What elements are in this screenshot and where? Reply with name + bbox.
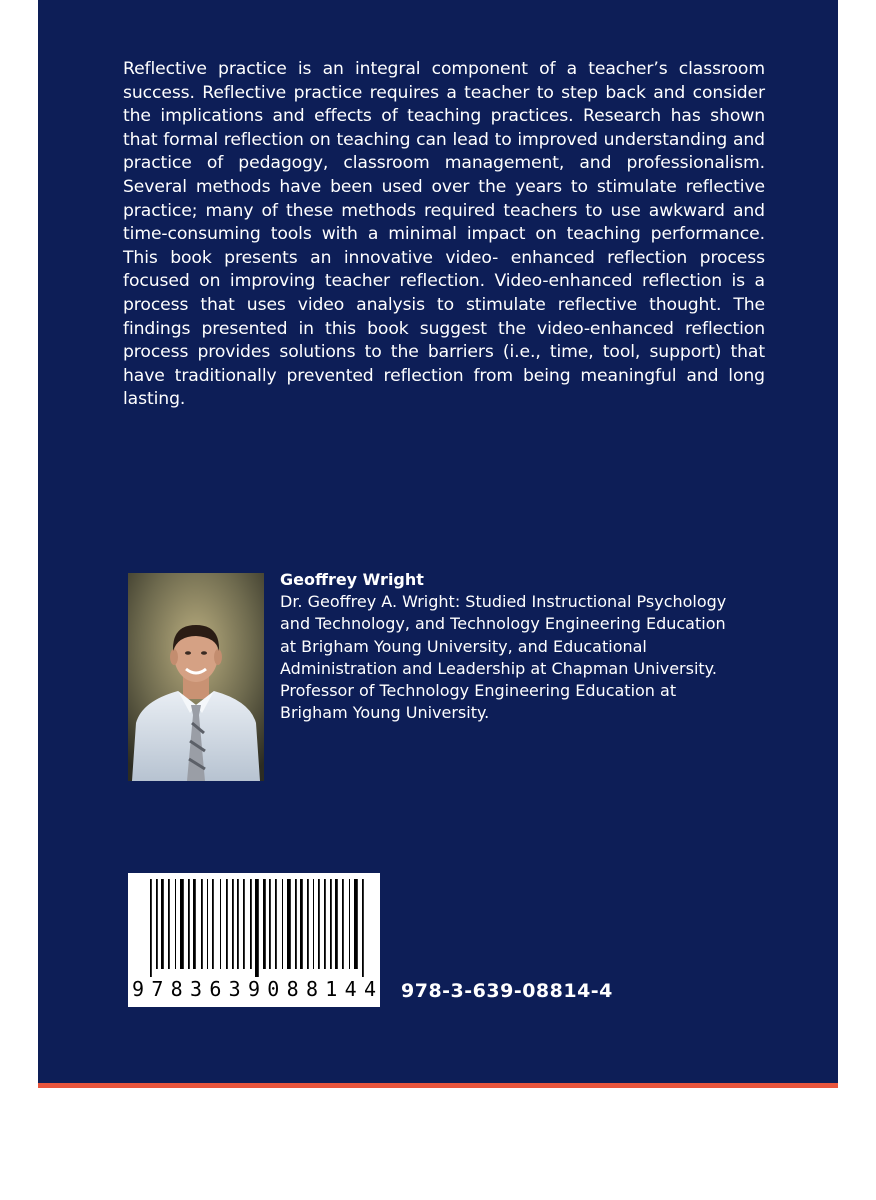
barcode-bar: [193, 879, 196, 969]
barcode-digit: 3: [228, 977, 241, 1001]
barcode-digit: 3: [189, 977, 203, 1001]
barcode-bar: [220, 879, 221, 969]
barcode-bar: [275, 879, 277, 969]
barcode-bar: [349, 879, 350, 969]
barcode-digit: 4: [363, 977, 376, 1001]
barcode-digit: 8: [305, 977, 318, 1001]
barcode-bar: [168, 879, 170, 969]
barcode-bar: [232, 879, 234, 969]
barcode-digit: 1: [325, 977, 338, 1001]
barcode-digit: 4: [344, 977, 357, 1001]
barcode-bar: [354, 879, 358, 969]
barcode-bar: [295, 879, 297, 969]
barcode-bar: [201, 879, 203, 969]
barcode-bar: [324, 879, 326, 969]
barcode-bar: [255, 879, 259, 977]
barcode-bar: [263, 879, 266, 969]
barcode-bar: [269, 879, 271, 969]
barcode-bar: [330, 879, 332, 969]
barcode-bar: [335, 879, 338, 969]
barcode-bar: [180, 879, 184, 969]
barcode-bar: [243, 879, 245, 969]
barcode-bar: [175, 879, 176, 969]
barcode-bar: [212, 879, 214, 969]
barcode-bar: [156, 879, 158, 969]
author-photo: [128, 573, 264, 781]
barcode-bar: [207, 879, 208, 969]
barcode-bar: [282, 879, 283, 969]
barcode-digit: 0: [267, 977, 280, 1001]
barcode-bar: [226, 879, 228, 969]
barcode-bar: [188, 879, 190, 969]
barcode-bar: [307, 879, 309, 969]
isbn-number: 978-3-639-08814-4: [401, 980, 613, 1002]
barcode-bar: [318, 879, 320, 969]
barcode-digit: 7: [151, 977, 164, 1001]
barcode-bar: [362, 879, 364, 977]
author-name: Geoffrey Wright: [280, 570, 424, 589]
barcode-bar: [342, 879, 344, 969]
barcode-digit: 9: [132, 977, 145, 1001]
barcode-digit: 8: [170, 977, 183, 1001]
barcode-digit: 9: [247, 977, 261, 1001]
author-bio: Dr. Geoffrey A. Wright: Studied Instructional Psychology and Technology, and Technology Engineering Education at Brigham Young University, and Educational Administration and Leadership at Chapman University. Professor of Technology Engineering Education at Brigham Young University.: [280, 592, 727, 723]
isbn-barcode: [128, 873, 380, 1007]
barcode-bar: [313, 879, 314, 969]
barcode-bar: [300, 879, 303, 969]
accent-stripe: [38, 1083, 838, 1088]
barcode-bar: [150, 879, 152, 977]
barcode-digit: 6: [209, 977, 222, 1001]
barcode-bar: [287, 879, 291, 969]
book-blurb: Reflective practice is an integral component of a teacher’s classroom success. Reflective practice requires a teacher to step back and consider the implications and effects of teaching practices. Research has shown that formal reflection on teaching can lead to improved understanding and practice of pedagogy, classroom management, and professionalism. Several methods have been used over the years to stimulate reflective practice; many of these methods required teachers to use awkward and time-consuming tools with a minimal impact on teaching performance. This book presents an innovative video- enhanced reflection process focused on improving teacher reflection. Video-enhanced reflection is a process that uses video analysis to stimulate reflective thought. The findings presented in this book suggest the video-enhanced reflection process provides solutions to the barriers (i.e., time, tool, support) that have traditionally prevented reflection from being meaningful and long lasting.: [123, 59, 765, 410]
barcode-digit: 8: [286, 977, 299, 1001]
barcode-bar: [237, 879, 239, 969]
barcode-bar: [161, 879, 164, 969]
barcode-bar: [250, 879, 252, 969]
barcode-digits: [132, 977, 376, 1001]
